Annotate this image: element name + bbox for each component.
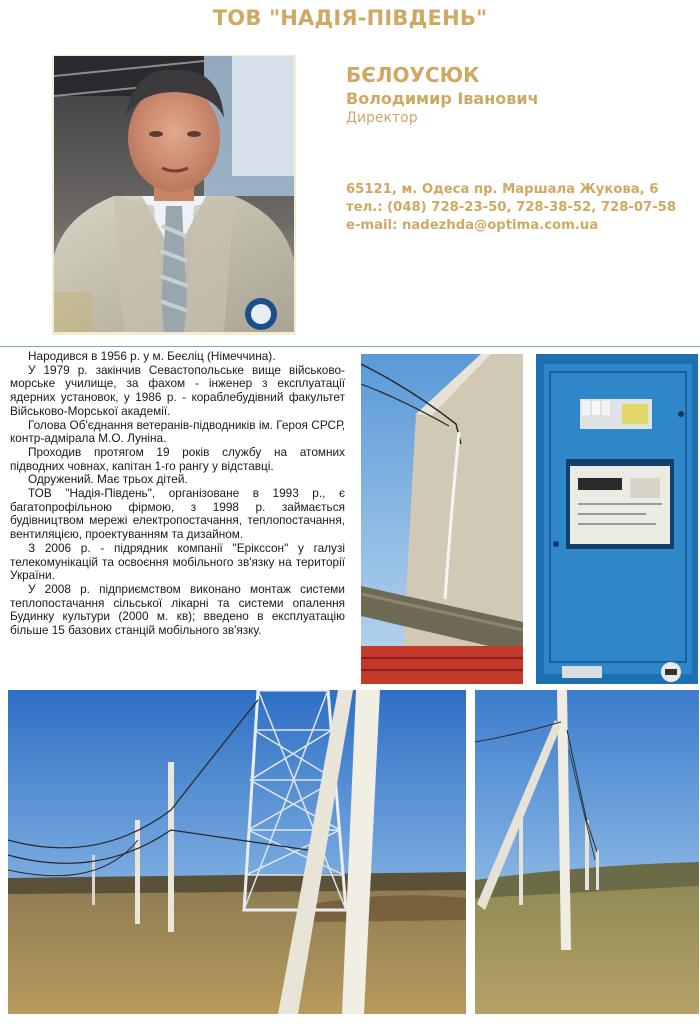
bio-paragraph: У 2008 р. підприємством виконано монтаж системи теплопостачання сільської лікарні та системи опалення Будинку культури (2000 м. кв); введено в експлуатацію більше 15 базових станцій мобільного зв'язку.	[10, 581, 345, 638]
person-given-names: Володимир Іванович	[346, 89, 539, 108]
bio-paragraph: З 2006 р. - підрядник компанії "Ерікссон" у галузі телекомунікацій та освоєння мобільного зв'язку на території України.	[10, 540, 345, 583]
bio-paragraph: Проходив протягом 19 років службу на атомних підводних човнах, капітан 1-го рангу у відставці.	[10, 444, 345, 473]
section-divider	[0, 346, 700, 347]
company-title: ТОВ "НАДІЯ-ПІВДЕНЬ"	[212, 6, 488, 30]
bio-paragraph: Голова Об'єднання ветеранів-підводників ім. Героя СРСР, контр-адмірала М.О. Луніна.	[10, 417, 345, 446]
bio-paragraph: Одружений. Має трьох дітей.	[28, 472, 188, 487]
photo-power-line-poles	[475, 690, 699, 1014]
photo-tower-and-poles	[8, 690, 466, 1014]
biography-text	[10, 350, 345, 638]
contact-phone: тел.: (048) 728-23-50, 728-38-52, 728-07-58	[346, 200, 677, 215]
photo-electric-meter-cabinet	[536, 354, 698, 684]
bio-paragraph: Народився в 1956 р. у м. Беєліц (Німеччина).	[28, 349, 276, 363]
person-surname: БЄЛОУСЮК	[346, 63, 480, 87]
portrait-photo	[54, 56, 294, 332]
bio-paragraph: ТОВ "Надія-Південь", організоване в 1993 р., є багатопрофільною фірмою, з 1998 р. займається будівництвом мережі електропостачання, теплопостачання, вентиляцією, проектуванням та дизайном.	[10, 486, 345, 542]
contact-address: 65121, м. Одеса пр. Маршала Жукова, 6	[346, 182, 659, 197]
person-position: Директор	[346, 110, 418, 126]
photo-concrete-pole	[361, 354, 523, 684]
contact-email[interactable]: e-mail: nadezhda@optima.com.ua	[346, 218, 599, 233]
bio-paragraph: У 1979 р. закінчив Севастопольське вище військово-морське училище, за фахом - інженер з експлуатації ядерних установок, у 1986 р. - кораблебудівний факультет Військово-Морської академії.	[10, 362, 345, 418]
